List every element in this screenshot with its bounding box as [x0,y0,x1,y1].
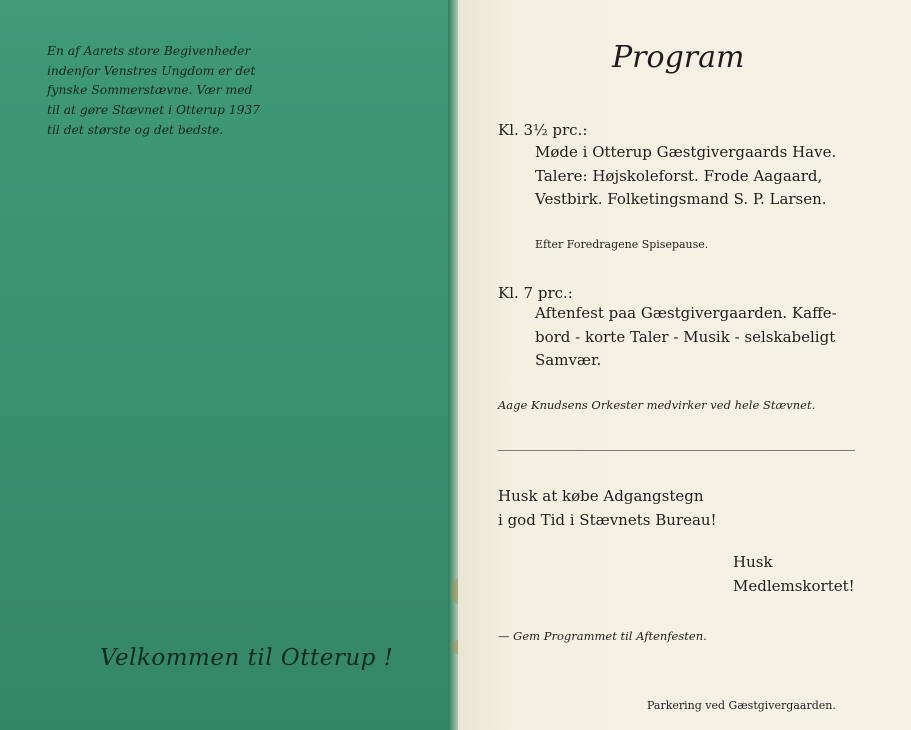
intro-line: En af Aarets store Begivenheder [47,44,251,58]
ticket-reminder-line: i god Tid i Stævnets Bureau! [498,510,717,529]
session-1-line: Talere: Højskoleforst. Frode Aagaard, [535,166,823,185]
intro-line: indenfor Venstres Ungdom er det [47,63,256,78]
orchestra-note: Aage Knudsens Orkester medvirker ved hele Stævnet. [498,398,816,412]
ticket-reminder [498,485,717,532]
session-2-text [535,302,865,373]
session-2-line: Samvær. [535,351,602,369]
session-2-line: bord - korte Taler - Musik - selskabeligt [535,327,836,346]
break-note: Efter Foredragene Spisepause. [535,238,709,251]
parking-note: Parkering ved Gæstgivergaarden. [647,699,836,712]
intro-paragraph [47,42,263,141]
divider [498,450,855,451]
membership-reminder [733,551,855,598]
session-1-text [535,141,865,212]
intro-line: fynske Sommerstævne. Vær med [47,83,253,98]
keep-program-note: — Gem Programmet til Aftenfesten. [498,629,707,643]
session-1-line: Møde i Otterup Gæstgivergaards Have. [535,143,837,161]
intro-line: til det største og det bedste. [47,122,224,137]
membership-reminder-line: Husk [733,553,773,571]
session-1-line: Vestbirk. Folketingsmand S. P. Larsen. [535,190,827,208]
time-heading-2: Kl. 7 prc.: [498,284,573,302]
intro-line: til at gøre Stævnet i Otterup 1937 [47,103,261,118]
ticket-reminder-line: Husk at købe Adgangstegn [498,487,704,505]
session-2-line: Aftenfest paa Gæstgivergaarden. Kaffe- [535,304,837,322]
program-title: Program [612,40,745,75]
welcome-heading: Velkommen til Otterup ! [100,645,394,671]
membership-reminder-line: Medlemskortet! [733,576,855,595]
time-heading-1: Kl. 3½ prc.: [498,121,588,139]
